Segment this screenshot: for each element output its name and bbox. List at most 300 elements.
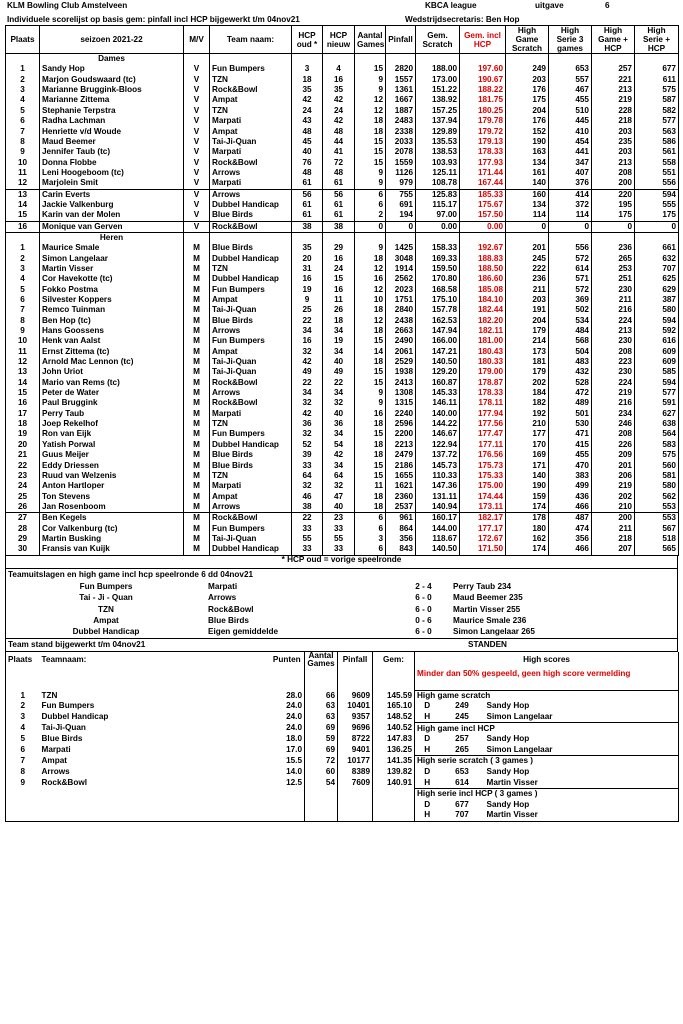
- cell-team: Rock&Bowl: [210, 221, 292, 232]
- cell-aantal-games: 18: [355, 440, 386, 450]
- st-pad: [338, 668, 373, 679]
- cell-plaats: 23: [6, 471, 40, 481]
- st-games: 63: [305, 701, 338, 712]
- cell-pinfall: 2840: [386, 305, 416, 315]
- cell-high-serie: 556: [549, 243, 592, 253]
- cell-high-serie: 376: [549, 178, 592, 189]
- cell-high-serie-hcp: 575: [635, 450, 679, 460]
- cell-plaats: 30: [6, 544, 40, 555]
- cell-aantal-games: 9: [355, 243, 386, 253]
- cell-high-game-hcp: 230: [592, 367, 635, 377]
- section-pad: [184, 54, 210, 65]
- cell-high-serie-hcp: 627: [635, 409, 679, 419]
- away-team: Arrows: [208, 593, 237, 603]
- cell-high-serie-hcp: 553: [635, 513, 679, 524]
- cell-hcp-nieuw: 40: [323, 502, 355, 513]
- cell-seizoen: Marjon Goudswaard (tc): [40, 75, 184, 85]
- cell-gem-scratch: 138.92: [416, 95, 460, 105]
- high-score-name: Sandy Hop: [486, 734, 530, 744]
- cell-gem-incl-hcp: 167.44: [460, 178, 506, 189]
- col-seizoen: seizoen 2021-22: [40, 26, 184, 54]
- cell-gem-scratch: 157.78: [416, 305, 460, 315]
- cell-mv: M: [184, 347, 210, 357]
- cell-gem-scratch: 160.87: [416, 378, 460, 388]
- cell-team: Blue Birds: [210, 210, 292, 221]
- cell-plaats: 8: [6, 316, 40, 326]
- cell-plaats: 12: [6, 178, 40, 189]
- standings-row: [6, 734, 679, 745]
- cell-team: Blue Birds: [210, 450, 292, 460]
- cell-pinfall: 755: [386, 189, 416, 200]
- table-row: [6, 326, 679, 336]
- cell-high-game-hcp: 224: [592, 316, 635, 326]
- cell-hcp-oud: 49: [292, 367, 323, 377]
- cell-gem-scratch: 137.72: [416, 450, 460, 460]
- gender-label: H: [415, 745, 440, 756]
- cell-seizoen: Leni Hoogeboom (tc): [40, 168, 184, 178]
- secretary: Wedstrijdsecretaris: Ben Hop: [405, 15, 520, 24]
- team-results-table: [6, 582, 679, 638]
- cell-gem-scratch: 129.20: [416, 367, 460, 377]
- cell-high-game-scratch: 184: [506, 388, 549, 398]
- cell-gem-incl-hcp: 178.33: [460, 388, 506, 398]
- cell-gem-scratch: 138.53: [416, 147, 460, 157]
- cell-hcp-oud: 24: [292, 106, 323, 116]
- table-row: [6, 285, 679, 295]
- cell-high-game-hcp: 253: [592, 264, 635, 274]
- cell-aantal-games: 6: [355, 524, 386, 534]
- st-games: 69: [305, 745, 338, 756]
- cell-hcp-nieuw: 56: [323, 189, 355, 200]
- cell-high-game-hcp: 221: [592, 75, 635, 85]
- cell-high-serie-hcp: 594: [635, 316, 679, 326]
- cell-seizoen: Fokko Postma: [40, 285, 184, 295]
- section-pad: [635, 54, 679, 65]
- cell-gem-scratch: 131.11: [416, 491, 460, 501]
- st-games: 69: [305, 723, 338, 734]
- cell-hcp-oud: 61: [292, 200, 323, 210]
- cell-high-game-scratch: 182: [506, 398, 549, 408]
- cell-plaats: 16: [6, 221, 40, 232]
- cell-seizoen: Simon Langelaar: [40, 254, 184, 264]
- cell-high-serie: 501: [549, 409, 592, 419]
- cell-gem-incl-hcp: 0.00: [460, 221, 506, 232]
- table-row: [6, 481, 679, 491]
- cell-high-serie: 466: [549, 502, 592, 513]
- cell-mv: M: [184, 429, 210, 439]
- cell-high-serie-hcp: 632: [635, 254, 679, 264]
- cell-high-game-hcp: 246: [592, 419, 635, 429]
- cell-pinfall: 2596: [386, 419, 416, 429]
- cell-hcp-oud: 46: [292, 491, 323, 501]
- cell-mv: M: [184, 440, 210, 450]
- cell-high-game-hcp: 216: [592, 305, 635, 315]
- cell-hcp-nieuw: 48: [323, 126, 355, 136]
- st-avg: 141.35: [373, 756, 415, 767]
- st-avg: 136.25: [373, 745, 415, 756]
- st-pinfall: 8389: [338, 767, 373, 778]
- table-row: [6, 398, 679, 408]
- col-mv: M/V: [184, 26, 210, 54]
- section-pad: [6, 54, 40, 65]
- cell-hcp-nieuw: 16: [323, 254, 355, 264]
- cell-high-game-scratch: 177: [506, 429, 549, 439]
- cell-hcp-nieuw: 48: [323, 168, 355, 178]
- cell-high-game-scratch: 190: [506, 137, 549, 147]
- cell-high-serie-hcp: 581: [635, 471, 679, 481]
- cell-mv: V: [184, 75, 210, 85]
- table-row: [6, 137, 679, 147]
- table-row: [6, 347, 679, 357]
- cell-gem-incl-hcp: 182.17: [460, 513, 506, 524]
- cell-high-serie-hcp: 611: [635, 75, 679, 85]
- cell-high-game-hcp: 208: [592, 347, 635, 357]
- table-row: [6, 316, 679, 326]
- cell-high-serie: 572: [549, 254, 592, 264]
- cell-high-serie-hcp: 587: [635, 95, 679, 105]
- cell-plaats: 8: [6, 137, 40, 147]
- cell-hcp-nieuw: 36: [323, 419, 355, 429]
- cell-high-serie-hcp: 609: [635, 347, 679, 357]
- high-score-name: Martin Visser: [486, 810, 538, 820]
- cell-plaats: 27: [6, 513, 40, 524]
- standings-row: [6, 788, 679, 799]
- cell-gem-scratch: 140.50: [416, 357, 460, 367]
- st-place: 5: [20, 734, 26, 744]
- cell-hcp-oud: 61: [292, 210, 323, 221]
- st-pad: [40, 668, 218, 679]
- cell-mv: M: [184, 243, 210, 253]
- cell-pinfall: 2338: [386, 126, 416, 136]
- cell-gem-incl-hcp: 172.67: [460, 534, 506, 544]
- cell-team: Rock&Bowl: [210, 398, 292, 408]
- cell-high-serie: 572: [549, 285, 592, 295]
- cell-plaats: 15: [6, 388, 40, 398]
- cell-gem-incl-hcp: 197.60: [460, 64, 506, 74]
- st-pad: [218, 668, 270, 679]
- cell-gem-scratch: 146.11: [416, 398, 460, 408]
- cell-high-game-hcp: 203: [592, 126, 635, 136]
- st-pad: [6, 679, 40, 690]
- table-row: [6, 534, 679, 544]
- cell-plaats: 21: [6, 450, 40, 460]
- cell-gem-incl-hcp: 175.73: [460, 460, 506, 470]
- cell-aantal-games: 9: [355, 75, 386, 85]
- cell-hcp-nieuw: 61: [323, 210, 355, 221]
- st-team: TZN: [41, 690, 58, 700]
- section-dames: [6, 54, 679, 65]
- st-avg: 139.82: [373, 767, 415, 778]
- cell-aantal-games: 12: [355, 106, 386, 116]
- cell-gem-incl-hcp: 177.93: [460, 157, 506, 167]
- cell-seizoen: Monique van Gerven: [40, 221, 184, 232]
- st-pad: [270, 679, 305, 690]
- cell-aantal-games: 18: [355, 357, 386, 367]
- cell-high-game-hcp: 219: [592, 95, 635, 105]
- standings-row: [6, 800, 679, 811]
- cell-high-serie-hcp: 609: [635, 357, 679, 367]
- cell-high-game-scratch: 245: [506, 254, 549, 264]
- cell-team: Rock&Bowl: [210, 85, 292, 95]
- st-games: 63: [305, 712, 338, 723]
- cell-high-serie-hcp: 638: [635, 419, 679, 429]
- cell-seizoen: Martin Visser: [40, 264, 184, 274]
- cell-high-serie: 484: [549, 326, 592, 336]
- cell-plaats: 11: [6, 347, 40, 357]
- cell-pinfall: 2240: [386, 409, 416, 419]
- away-team: Eigen gemiddelde: [208, 627, 279, 637]
- cell-aantal-games: 0: [355, 221, 386, 232]
- cell-gem-scratch: 160.17: [416, 513, 460, 524]
- cell-gem-scratch: 169.33: [416, 254, 460, 264]
- cell-high-game-scratch: 174: [506, 502, 549, 513]
- cell-gem-incl-hcp: 181.75: [460, 95, 506, 105]
- st-pad: [373, 788, 415, 799]
- cell-hcp-oud: 40: [292, 147, 323, 157]
- st-points: 28.0: [286, 690, 302, 700]
- cell-plaats: 13: [6, 367, 40, 377]
- cell-pinfall: 1126: [386, 168, 416, 178]
- st-pad: [40, 679, 218, 690]
- cell-seizoen: Radha Lachman: [40, 116, 184, 126]
- cell-high-game-scratch: 163: [506, 147, 549, 157]
- cell-gem-incl-hcp: 180.25: [460, 106, 506, 116]
- cell-high-game-scratch: 169: [506, 450, 549, 460]
- st-pad: [338, 679, 373, 690]
- cell-plaats: 13: [6, 189, 40, 200]
- cell-pinfall: 1751: [386, 295, 416, 305]
- cell-pinfall: 1315: [386, 398, 416, 408]
- hcp-note: * HCP oud = vorige speelronde: [5, 556, 678, 569]
- cell-high-serie-hcp: 586: [635, 137, 679, 147]
- cell-high-serie: 483: [549, 357, 592, 367]
- st-pinfall: 8722: [338, 734, 373, 745]
- cell-high-serie: 114: [549, 210, 592, 221]
- cell-seizoen: Donna Flobbe: [40, 157, 184, 167]
- st-pad: [6, 800, 40, 811]
- cell-high-serie: 614: [549, 264, 592, 274]
- cell-seizoen: Guus Meijer: [40, 450, 184, 460]
- cell-high-serie-hcp: 591: [635, 398, 679, 408]
- st-place: 7: [20, 756, 26, 766]
- cell-mv: V: [184, 189, 210, 200]
- cell-high-serie-hcp: 580: [635, 481, 679, 491]
- cell-high-game-hcp: 219: [592, 388, 635, 398]
- cell-high-serie-hcp: 387: [635, 295, 679, 305]
- cell-high-serie-hcp: 575: [635, 85, 679, 95]
- cell-team: Fun Bumpers: [210, 336, 292, 346]
- cell-mv: M: [184, 481, 210, 491]
- cell-mv: M: [184, 316, 210, 326]
- table-row: [6, 264, 679, 274]
- cell-pinfall: 979: [386, 178, 416, 189]
- cell-high-game-hcp: 224: [592, 378, 635, 388]
- cell-hcp-oud: 33: [292, 524, 323, 534]
- cell-plaats: 7: [6, 126, 40, 136]
- section-label: Dames: [40, 54, 184, 65]
- table-row: [6, 305, 679, 315]
- cell-gem-scratch: 137.94: [416, 116, 460, 126]
- cell-high-game-hcp: 265: [592, 254, 635, 264]
- cell-high-game-scratch: 211: [506, 285, 549, 295]
- st-pad: [270, 810, 305, 821]
- cell-high-serie: 383: [549, 471, 592, 481]
- team-results-box: [5, 569, 678, 639]
- cell-high-game-scratch: 190: [506, 481, 549, 491]
- section-pad: [506, 232, 549, 243]
- cell-gem-incl-hcp: 173.11: [460, 502, 506, 513]
- section-pad: [355, 54, 386, 65]
- cell-pinfall: 2820: [386, 64, 416, 74]
- cell-pinfall: 1557: [386, 75, 416, 85]
- score: 2 - 4: [415, 582, 432, 592]
- st-pad: [218, 701, 270, 712]
- cell-aantal-games: 3: [355, 534, 386, 544]
- cell-plaats: 9: [6, 147, 40, 157]
- st-games: 60: [305, 767, 338, 778]
- st-pad: [40, 810, 218, 821]
- cell-aantal-games: 15: [355, 157, 386, 167]
- cell-hcp-nieuw: 61: [323, 178, 355, 189]
- cell-mv: M: [184, 450, 210, 460]
- cell-high-serie-hcp: 567: [635, 524, 679, 534]
- cell-aantal-games: 15: [355, 137, 386, 147]
- cell-high-game-scratch: 249: [506, 64, 549, 74]
- cell-high-serie-hcp: 560: [635, 460, 679, 470]
- cell-team: Blue Birds: [210, 243, 292, 253]
- col-gem-scratch: Gem. Scratch: [416, 26, 460, 54]
- st-pad: [40, 800, 218, 811]
- st-pad: [338, 788, 373, 799]
- cell-high-game-scratch: 178: [506, 513, 549, 524]
- cell-plaats: 12: [6, 357, 40, 367]
- cell-gem-scratch: 151.22: [416, 85, 460, 95]
- cell-gem-incl-hcp: 179.00: [460, 367, 506, 377]
- cell-hcp-oud: 39: [292, 450, 323, 460]
- st-place: 6: [20, 745, 26, 755]
- st-pad: [270, 668, 305, 679]
- team-stand-title: Team stand bijgewerkt t/m 04nov21: [8, 640, 146, 650]
- cell-gem-scratch: 145.73: [416, 460, 460, 470]
- cell-hcp-nieuw: 38: [323, 221, 355, 232]
- home-team: Fun Bumpers: [79, 582, 133, 592]
- cell-hcp-oud: 33: [292, 460, 323, 470]
- cell-high-game-scratch: 202: [506, 378, 549, 388]
- cell-team: Arrows: [210, 168, 292, 178]
- cell-high-game-hcp: 202: [592, 491, 635, 501]
- st-avg: 165.10: [373, 701, 415, 712]
- cell-aantal-games: 18: [355, 116, 386, 126]
- table-row: [6, 429, 679, 439]
- cell-mv: M: [184, 460, 210, 470]
- cell-mv: M: [184, 502, 210, 513]
- section-pad: [549, 54, 592, 65]
- cell-hcp-oud: 3: [292, 64, 323, 74]
- cell-team: Ampat: [210, 347, 292, 357]
- section-pad: [506, 54, 549, 65]
- cell-hcp-oud: 32: [292, 481, 323, 491]
- cell-plaats: 6: [6, 295, 40, 305]
- cell-high-serie: 499: [549, 481, 592, 491]
- cell-hcp-oud: 19: [292, 285, 323, 295]
- st-games: 54: [305, 777, 338, 788]
- cell-high-serie: 372: [549, 200, 592, 210]
- cell-high-game-scratch: 160: [506, 189, 549, 200]
- result-row: [6, 615, 679, 626]
- cell-plaats: 1: [6, 64, 40, 74]
- cell-high-serie-hcp: 564: [635, 429, 679, 439]
- home-team: Dubbel Handicap: [72, 627, 140, 637]
- cell-high-game-scratch: 162: [506, 534, 549, 544]
- cell-seizoen: Cor Havekotte (tc): [40, 274, 184, 284]
- cell-high-serie-hcp: 518: [635, 534, 679, 544]
- cell-aantal-games: 9: [355, 85, 386, 95]
- score: 6 - 0: [415, 627, 432, 637]
- cell-seizoen: Eddy Driessen: [40, 460, 184, 470]
- cell-hcp-nieuw: 64: [323, 471, 355, 481]
- cell-gem-scratch: 144.00: [416, 524, 460, 534]
- cell-aantal-games: 15: [355, 460, 386, 470]
- st-pad: [218, 756, 270, 767]
- cell-high-serie: 534: [549, 316, 592, 326]
- cell-hcp-oud: 45: [292, 137, 323, 147]
- cell-team: Blue Birds: [210, 316, 292, 326]
- section-label: Heren: [40, 232, 184, 243]
- col-team: Team naam:: [210, 26, 292, 54]
- cell-gem-scratch: 135.53: [416, 137, 460, 147]
- home-team: Ampat: [93, 615, 119, 625]
- st-punten: Punten: [272, 655, 301, 665]
- cell-high-serie-hcp: 551: [635, 168, 679, 178]
- cell-high-serie: 472: [549, 388, 592, 398]
- st-pad: [218, 800, 270, 811]
- cell-high-serie: 530: [549, 419, 592, 429]
- cell-high-serie-hcp: 629: [635, 285, 679, 295]
- cell-gem-scratch: 162.53: [416, 316, 460, 326]
- cell-pinfall: 1887: [386, 106, 416, 116]
- cell-team: Rock&Bowl: [210, 513, 292, 524]
- cell-team: TZN: [210, 419, 292, 429]
- result-row: [6, 582, 679, 593]
- cell-team: Marpati: [210, 116, 292, 126]
- st-place: 8: [20, 766, 26, 776]
- cell-high-game-hcp: 211: [592, 295, 635, 305]
- cell-plaats: 20: [6, 440, 40, 450]
- cell-hcp-nieuw: 40: [323, 409, 355, 419]
- cell-gem-incl-hcp: 171.44: [460, 168, 506, 178]
- table-row: [6, 178, 679, 189]
- cell-high-serie-hcp: 583: [635, 440, 679, 450]
- cell-hcp-oud: 22: [292, 316, 323, 326]
- cell-gem-scratch: 157.25: [416, 106, 460, 116]
- table-row: [6, 106, 679, 116]
- cell-gem-incl-hcp: 174.44: [460, 491, 506, 501]
- cell-team: Arrows: [210, 326, 292, 336]
- section-pad: [386, 232, 416, 243]
- section-pad: [292, 232, 323, 243]
- cell-team: Dubbel Handicap: [210, 200, 292, 210]
- gender-label: D: [415, 767, 440, 778]
- cell-gem-scratch: 166.00: [416, 336, 460, 346]
- cell-hcp-oud: 64: [292, 471, 323, 481]
- section-pad: [210, 54, 292, 65]
- score: 6 - 0: [415, 593, 432, 603]
- header-line-1: [5, 0, 678, 13]
- cell-gem-scratch: 146.67: [416, 429, 460, 439]
- st-team: Tai-Ji-Quan: [41, 723, 86, 733]
- cell-high-game-hcp: 226: [592, 440, 635, 450]
- cell-hcp-nieuw: 34: [323, 460, 355, 470]
